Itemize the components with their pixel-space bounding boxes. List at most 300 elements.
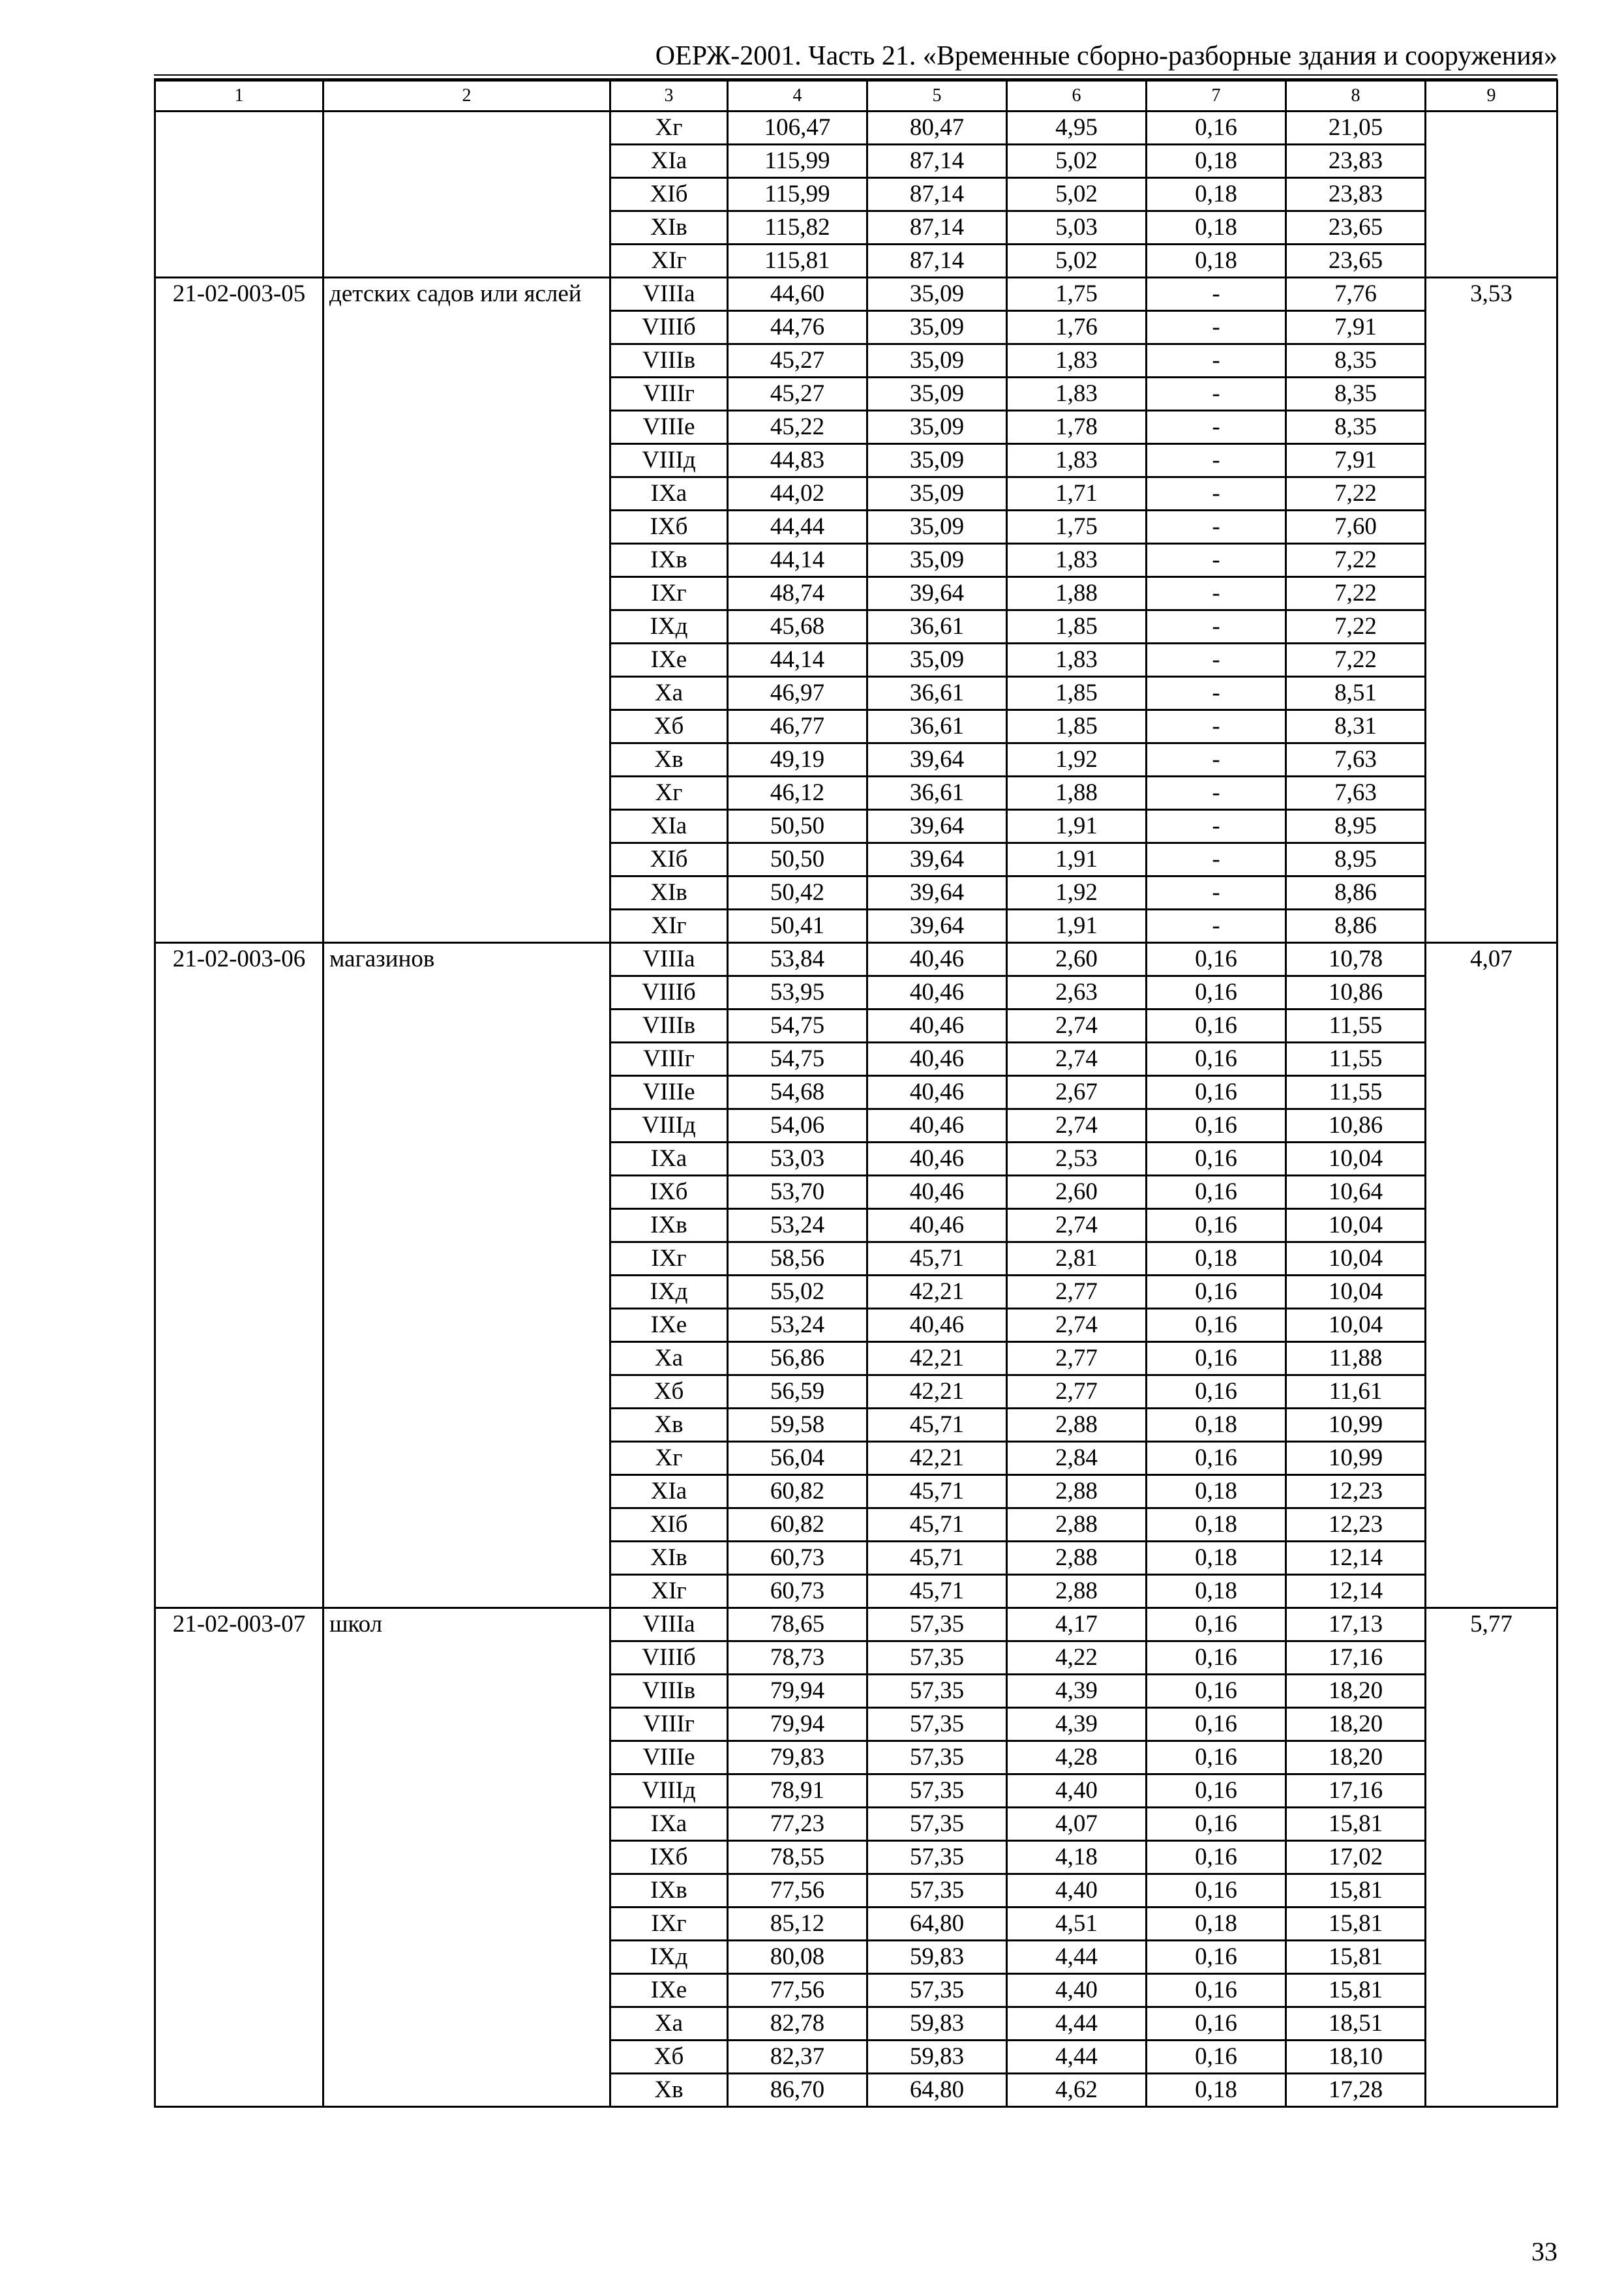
total-cost-cell: 78,65: [728, 1608, 867, 1641]
total-cost-cell: 44,83: [728, 444, 867, 477]
type-cell: IXг: [610, 577, 728, 610]
total-cost-cell: 56,86: [728, 1342, 867, 1375]
machine-cost-cell: 4,40: [1007, 1774, 1147, 1808]
type-cell: Xa: [610, 2007, 728, 2041]
materials-cell: 8,35: [1286, 378, 1426, 411]
driver-wages-cell: 0,16: [1147, 1109, 1286, 1143]
page-number: 33: [1531, 2237, 1557, 2266]
type-cell: Xг: [610, 112, 728, 145]
wages-cell: 45,71: [867, 1508, 1007, 1542]
total-cost-cell: 115,99: [728, 145, 867, 178]
type-cell: Xв: [610, 1409, 728, 1442]
type-cell: XIг: [610, 1575, 728, 1608]
total-cost-cell: 44,14: [728, 544, 867, 577]
wages-cell: 87,14: [867, 245, 1007, 278]
machine-cost-cell: 1,91: [1007, 910, 1147, 943]
coefficient-cell: 4,07: [1426, 943, 1557, 1608]
driver-wages-cell: 0,16: [1147, 1309, 1286, 1342]
wages-cell: 59,83: [867, 2007, 1007, 2041]
machine-cost-cell: 2,63: [1007, 976, 1147, 1010]
column-number: 2: [323, 81, 610, 112]
machine-cost-cell: 4,18: [1007, 1841, 1147, 1874]
type-cell: XIa: [610, 145, 728, 178]
total-cost-cell: 44,14: [728, 644, 867, 677]
driver-wages-cell: 0,16: [1147, 2041, 1286, 2074]
driver-wages-cell: -: [1147, 710, 1286, 743]
type-cell: VIIIa: [610, 1608, 728, 1641]
total-cost-cell: 77,56: [728, 1874, 867, 1908]
type-cell: IXa: [610, 477, 728, 511]
wages-cell: 59,83: [867, 2041, 1007, 2074]
machine-cost-cell: 1,71: [1007, 477, 1147, 511]
column-number: 3: [610, 81, 728, 112]
type-cell: IXв: [610, 544, 728, 577]
driver-wages-cell: 0,18: [1147, 1409, 1286, 1442]
total-cost-cell: 60,82: [728, 1508, 867, 1542]
type-cell: IXд: [610, 610, 728, 644]
machine-cost-cell: 1,78: [1007, 411, 1147, 444]
machine-cost-cell: 4,40: [1007, 1974, 1147, 2007]
total-cost-cell: 44,44: [728, 511, 867, 544]
type-cell: IXб: [610, 1841, 728, 1874]
wages-cell: 35,09: [867, 378, 1007, 411]
materials-cell: 8,31: [1286, 710, 1426, 743]
type-cell: VIIIa: [610, 278, 728, 311]
materials-cell: 7,63: [1286, 743, 1426, 777]
type-cell: IXг: [610, 1908, 728, 1941]
machine-cost-cell: 4,28: [1007, 1741, 1147, 1774]
materials-cell: 17,16: [1286, 1774, 1426, 1808]
machine-cost-cell: 4,51: [1007, 1908, 1147, 1941]
wages-cell: 40,46: [867, 1076, 1007, 1109]
type-cell: XIг: [610, 245, 728, 278]
wages-cell: 35,09: [867, 411, 1007, 444]
materials-cell: 17,02: [1286, 1841, 1426, 1874]
type-cell: VIIIд: [610, 1774, 728, 1808]
materials-cell: 7,60: [1286, 511, 1426, 544]
total-cost-cell: 77,23: [728, 1808, 867, 1841]
machine-cost-cell: 4,39: [1007, 1708, 1147, 1741]
rate-code-cell: [155, 112, 323, 278]
rate-code-cell: 21-02-003-07: [155, 1608, 323, 2107]
wages-cell: 57,35: [867, 1641, 1007, 1675]
type-cell: XIв: [610, 211, 728, 245]
table-row: [155, 112, 1557, 145]
wages-cell: 35,09: [867, 511, 1007, 544]
materials-cell: 21,05: [1286, 112, 1426, 145]
materials-cell: 7,91: [1286, 444, 1426, 477]
total-cost-cell: 55,02: [728, 1276, 867, 1309]
column-number: 1: [155, 81, 323, 112]
table-row: [155, 943, 1557, 976]
materials-cell: 8,35: [1286, 344, 1426, 378]
machine-cost-cell: 1,83: [1007, 378, 1147, 411]
machine-cost-cell: 5,02: [1007, 245, 1147, 278]
column-number: 5: [867, 81, 1007, 112]
driver-wages-cell: 0,16: [1147, 1941, 1286, 1974]
machine-cost-cell: 1,83: [1007, 544, 1147, 577]
driver-wages-cell: 0,16: [1147, 1808, 1286, 1841]
total-cost-cell: 115,99: [728, 178, 867, 211]
wages-cell: 40,46: [867, 1043, 1007, 1076]
machine-cost-cell: 1,91: [1007, 843, 1147, 876]
wages-cell: 64,80: [867, 2074, 1007, 2107]
wages-cell: 40,46: [867, 976, 1007, 1010]
driver-wages-cell: 0,18: [1147, 1475, 1286, 1508]
column-number-row: [155, 81, 1557, 112]
type-cell: VIIIe: [610, 1741, 728, 1774]
wages-cell: 80,47: [867, 112, 1007, 145]
driver-wages-cell: 0,16: [1147, 1974, 1286, 2007]
machine-cost-cell: 1,83: [1007, 344, 1147, 378]
wages-cell: 40,46: [867, 1209, 1007, 1242]
driver-wages-cell: 0,18: [1147, 211, 1286, 245]
rate-code-cell: 21-02-003-06: [155, 943, 323, 1608]
driver-wages-cell: -: [1147, 311, 1286, 344]
driver-wages-cell: -: [1147, 843, 1286, 876]
header-rule-top: [154, 74, 1557, 76]
machine-cost-cell: 2,88: [1007, 1542, 1147, 1575]
machine-cost-cell: 4,44: [1007, 2041, 1147, 2074]
wages-cell: 39,64: [867, 910, 1007, 943]
materials-cell: 10,64: [1286, 1176, 1426, 1209]
type-cell: XIa: [610, 1475, 728, 1508]
machine-cost-cell: 1,85: [1007, 710, 1147, 743]
type-cell: XIб: [610, 843, 728, 876]
driver-wages-cell: 0,16: [1147, 1774, 1286, 1808]
type-cell: VIIIг: [610, 378, 728, 411]
type-cell: VIIIд: [610, 1109, 728, 1143]
driver-wages-cell: -: [1147, 477, 1286, 511]
driver-wages-cell: -: [1147, 644, 1286, 677]
type-cell: XIв: [610, 876, 728, 910]
type-cell: Xб: [610, 710, 728, 743]
driver-wages-cell: 0,18: [1147, 245, 1286, 278]
materials-cell: 7,22: [1286, 610, 1426, 644]
wages-cell: 57,35: [867, 1974, 1007, 2007]
wages-cell: 39,64: [867, 810, 1007, 843]
type-cell: VIIIв: [610, 1010, 728, 1043]
wages-cell: 42,21: [867, 1342, 1007, 1375]
materials-cell: 15,81: [1286, 1974, 1426, 2007]
wages-cell: 35,09: [867, 344, 1007, 378]
wages-cell: 35,09: [867, 278, 1007, 311]
total-cost-cell: 79,94: [728, 1675, 867, 1708]
machine-cost-cell: 2,88: [1007, 1575, 1147, 1608]
type-cell: XIб: [610, 1508, 728, 1542]
total-cost-cell: 45,22: [728, 411, 867, 444]
type-cell: VIIIб: [610, 311, 728, 344]
total-cost-cell: 58,56: [728, 1242, 867, 1276]
wages-cell: 42,21: [867, 1276, 1007, 1309]
materials-cell: 15,81: [1286, 1808, 1426, 1841]
type-cell: Xб: [610, 2041, 728, 2074]
wages-cell: 45,71: [867, 1242, 1007, 1276]
materials-cell: 23,65: [1286, 245, 1426, 278]
total-cost-cell: 54,68: [728, 1076, 867, 1109]
machine-cost-cell: 4,17: [1007, 1608, 1147, 1641]
materials-cell: 18,10: [1286, 2041, 1426, 2074]
wages-cell: 45,71: [867, 1409, 1007, 1442]
machine-cost-cell: 1,75: [1007, 511, 1147, 544]
wages-cell: 57,35: [867, 1841, 1007, 1874]
machine-cost-cell: 2,81: [1007, 1242, 1147, 1276]
materials-cell: 10,04: [1286, 1242, 1426, 1276]
type-cell: VIIIe: [610, 1076, 728, 1109]
type-cell: IXб: [610, 511, 728, 544]
driver-wages-cell: 0,18: [1147, 145, 1286, 178]
materials-cell: 7,91: [1286, 311, 1426, 344]
materials-cell: 7,76: [1286, 278, 1426, 311]
coefficient-cell: [1426, 112, 1557, 278]
type-cell: VIIIд: [610, 444, 728, 477]
machine-cost-cell: 5,03: [1007, 211, 1147, 245]
driver-wages-cell: 0,16: [1147, 1841, 1286, 1874]
machine-cost-cell: 5,02: [1007, 178, 1147, 211]
rate-name-cell: магазинов: [323, 943, 610, 1608]
wages-cell: 42,21: [867, 1442, 1007, 1475]
wages-cell: 42,21: [867, 1375, 1007, 1409]
driver-wages-cell: 0,16: [1147, 1176, 1286, 1209]
total-cost-cell: 79,83: [728, 1741, 867, 1774]
type-cell: XIa: [610, 810, 728, 843]
total-cost-cell: 60,82: [728, 1475, 867, 1508]
driver-wages-cell: -: [1147, 344, 1286, 378]
materials-cell: 12,14: [1286, 1542, 1426, 1575]
machine-cost-cell: 1,83: [1007, 444, 1147, 477]
total-cost-cell: 80,08: [728, 1941, 867, 1974]
machine-cost-cell: 4,07: [1007, 1808, 1147, 1841]
driver-wages-cell: 0,18: [1147, 2074, 1286, 2107]
total-cost-cell: 54,75: [728, 1010, 867, 1043]
total-cost-cell: 60,73: [728, 1575, 867, 1608]
wages-cell: 35,09: [867, 444, 1007, 477]
type-cell: IXд: [610, 1276, 728, 1309]
materials-cell: 18,20: [1286, 1675, 1426, 1708]
type-cell: XIг: [610, 910, 728, 943]
wages-cell: 45,71: [867, 1575, 1007, 1608]
driver-wages-cell: 0,18: [1147, 1542, 1286, 1575]
machine-cost-cell: 4,40: [1007, 1874, 1147, 1908]
materials-cell: 10,78: [1286, 943, 1426, 976]
materials-cell: 7,63: [1286, 777, 1426, 810]
machine-cost-cell: 1,88: [1007, 777, 1147, 810]
materials-cell: 23,65: [1286, 211, 1426, 245]
total-cost-cell: 44,02: [728, 477, 867, 511]
driver-wages-cell: -: [1147, 544, 1286, 577]
type-cell: IXa: [610, 1808, 728, 1841]
total-cost-cell: 45,27: [728, 344, 867, 378]
wages-cell: 45,71: [867, 1475, 1007, 1508]
materials-cell: 15,81: [1286, 1874, 1426, 1908]
total-cost-cell: 45,27: [728, 378, 867, 411]
total-cost-cell: 53,03: [728, 1143, 867, 1176]
wages-cell: 87,14: [867, 178, 1007, 211]
driver-wages-cell: 0,16: [1147, 2007, 1286, 2041]
driver-wages-cell: 0,16: [1147, 1708, 1286, 1741]
type-cell: VIIIг: [610, 1708, 728, 1741]
wages-cell: 40,46: [867, 1143, 1007, 1176]
driver-wages-cell: 0,16: [1147, 1741, 1286, 1774]
wages-cell: 57,35: [867, 1808, 1007, 1841]
materials-cell: 10,99: [1286, 1409, 1426, 1442]
machine-cost-cell: 1,85: [1007, 610, 1147, 644]
machine-cost-cell: 4,62: [1007, 2074, 1147, 2107]
coefficient-cell: 3,53: [1426, 278, 1557, 943]
driver-wages-cell: 0,18: [1147, 1242, 1286, 1276]
driver-wages-cell: 0,16: [1147, 1874, 1286, 1908]
column-number: 9: [1426, 81, 1557, 112]
materials-cell: 11,88: [1286, 1342, 1426, 1375]
type-cell: Xa: [610, 677, 728, 710]
materials-cell: 17,16: [1286, 1641, 1426, 1675]
total-cost-cell: 49,19: [728, 743, 867, 777]
type-cell: VIIIa: [610, 943, 728, 976]
machine-cost-cell: 2,74: [1007, 1209, 1147, 1242]
column-number: 8: [1286, 81, 1426, 112]
type-cell: VIIIв: [610, 344, 728, 378]
machine-cost-cell: 2,67: [1007, 1076, 1147, 1109]
driver-wages-cell: -: [1147, 910, 1286, 943]
machine-cost-cell: 4,44: [1007, 2007, 1147, 2041]
type-cell: IXa: [610, 1143, 728, 1176]
driver-wages-cell: 0,16: [1147, 943, 1286, 976]
column-number: 6: [1007, 81, 1147, 112]
type-cell: VIIIб: [610, 1641, 728, 1675]
materials-cell: 11,55: [1286, 1043, 1426, 1076]
total-cost-cell: 44,60: [728, 278, 867, 311]
total-cost-cell: 50,42: [728, 876, 867, 910]
type-cell: IXд: [610, 1941, 728, 1974]
rate-name-cell: детских садов или яслей: [323, 278, 610, 943]
total-cost-cell: 54,75: [728, 1043, 867, 1076]
materials-cell: 15,81: [1286, 1908, 1426, 1941]
materials-cell: 10,04: [1286, 1309, 1426, 1342]
machine-cost-cell: 2,60: [1007, 943, 1147, 976]
type-cell: XIв: [610, 1542, 728, 1575]
rate-name-cell: школ: [323, 1608, 610, 2107]
total-cost-cell: 106,47: [728, 112, 867, 145]
driver-wages-cell: -: [1147, 777, 1286, 810]
driver-wages-cell: -: [1147, 444, 1286, 477]
total-cost-cell: 53,95: [728, 976, 867, 1010]
wages-cell: 36,61: [867, 610, 1007, 644]
driver-wages-cell: 0,16: [1147, 1143, 1286, 1176]
type-cell: VIIIe: [610, 411, 728, 444]
wages-cell: 45,71: [867, 1542, 1007, 1575]
total-cost-cell: 53,24: [728, 1309, 867, 1342]
driver-wages-cell: 0,16: [1147, 112, 1286, 145]
total-cost-cell: 50,50: [728, 843, 867, 876]
machine-cost-cell: 2,53: [1007, 1143, 1147, 1176]
materials-cell: 8,86: [1286, 910, 1426, 943]
rate-name-cell: [323, 112, 610, 278]
total-cost-cell: 60,73: [728, 1542, 867, 1575]
total-cost-cell: 46,12: [728, 777, 867, 810]
materials-cell: 18,51: [1286, 2007, 1426, 2041]
machine-cost-cell: 1,92: [1007, 876, 1147, 910]
wages-cell: 40,46: [867, 943, 1007, 976]
type-cell: Xг: [610, 777, 728, 810]
total-cost-cell: 85,12: [728, 1908, 867, 1941]
total-cost-cell: 53,84: [728, 943, 867, 976]
materials-cell: 11,61: [1286, 1375, 1426, 1409]
wages-cell: 40,46: [867, 1176, 1007, 1209]
materials-cell: 18,20: [1286, 1741, 1426, 1774]
machine-cost-cell: 2,77: [1007, 1375, 1147, 1409]
wages-cell: 57,35: [867, 1708, 1007, 1741]
materials-cell: 18,20: [1286, 1708, 1426, 1741]
type-cell: Xв: [610, 743, 728, 777]
driver-wages-cell: -: [1147, 743, 1286, 777]
machine-cost-cell: 4,44: [1007, 1941, 1147, 1974]
driver-wages-cell: 0,18: [1147, 1508, 1286, 1542]
materials-cell: 10,04: [1286, 1143, 1426, 1176]
driver-wages-cell: 0,16: [1147, 1641, 1286, 1675]
type-cell: IXг: [610, 1242, 728, 1276]
wages-cell: 40,46: [867, 1109, 1007, 1143]
wages-cell: 57,35: [867, 1608, 1007, 1641]
materials-cell: 12,23: [1286, 1508, 1426, 1542]
machine-cost-cell: 4,39: [1007, 1675, 1147, 1708]
driver-wages-cell: 0,16: [1147, 1076, 1286, 1109]
driver-wages-cell: 0,16: [1147, 1375, 1286, 1409]
machine-cost-cell: 1,92: [1007, 743, 1147, 777]
wages-cell: 57,35: [867, 1741, 1007, 1774]
wages-cell: 87,14: [867, 145, 1007, 178]
type-cell: Xб: [610, 1375, 728, 1409]
materials-cell: 7,22: [1286, 477, 1426, 511]
materials-cell: 11,55: [1286, 1076, 1426, 1109]
wages-cell: 57,35: [867, 1675, 1007, 1708]
total-cost-cell: 44,76: [728, 311, 867, 344]
materials-cell: 15,81: [1286, 1941, 1426, 1974]
total-cost-cell: 50,50: [728, 810, 867, 843]
wages-cell: 36,61: [867, 710, 1007, 743]
total-cost-cell: 46,97: [728, 677, 867, 710]
total-cost-cell: 59,58: [728, 1409, 867, 1442]
driver-wages-cell: 0,16: [1147, 976, 1286, 1010]
materials-cell: 8,35: [1286, 411, 1426, 444]
driver-wages-cell: -: [1147, 876, 1286, 910]
wages-cell: 57,35: [867, 1874, 1007, 1908]
coefficient-cell: 5,77: [1426, 1608, 1557, 2107]
driver-wages-cell: 0,16: [1147, 1608, 1286, 1641]
driver-wages-cell: 0,16: [1147, 1010, 1286, 1043]
materials-cell: 7,22: [1286, 577, 1426, 610]
driver-wages-cell: -: [1147, 610, 1286, 644]
table-row: [155, 1608, 1557, 1641]
materials-cell: 23,83: [1286, 178, 1426, 211]
machine-cost-cell: 2,88: [1007, 1409, 1147, 1442]
driver-wages-cell: -: [1147, 411, 1286, 444]
driver-wages-cell: 0,16: [1147, 1675, 1286, 1708]
type-cell: IXe: [610, 1309, 728, 1342]
total-cost-cell: 86,70: [728, 2074, 867, 2107]
wages-cell: 59,83: [867, 1941, 1007, 1974]
table-row: [155, 278, 1557, 311]
materials-cell: 12,14: [1286, 1575, 1426, 1608]
materials-cell: 12,23: [1286, 1475, 1426, 1508]
table-body: [155, 81, 1557, 2107]
driver-wages-cell: 0,18: [1147, 1575, 1286, 1608]
wages-cell: 40,46: [867, 1309, 1007, 1342]
machine-cost-cell: 5,02: [1007, 145, 1147, 178]
driver-wages-cell: -: [1147, 378, 1286, 411]
type-cell: Xa: [610, 1342, 728, 1375]
total-cost-cell: 78,73: [728, 1641, 867, 1675]
total-cost-cell: 78,55: [728, 1841, 867, 1874]
